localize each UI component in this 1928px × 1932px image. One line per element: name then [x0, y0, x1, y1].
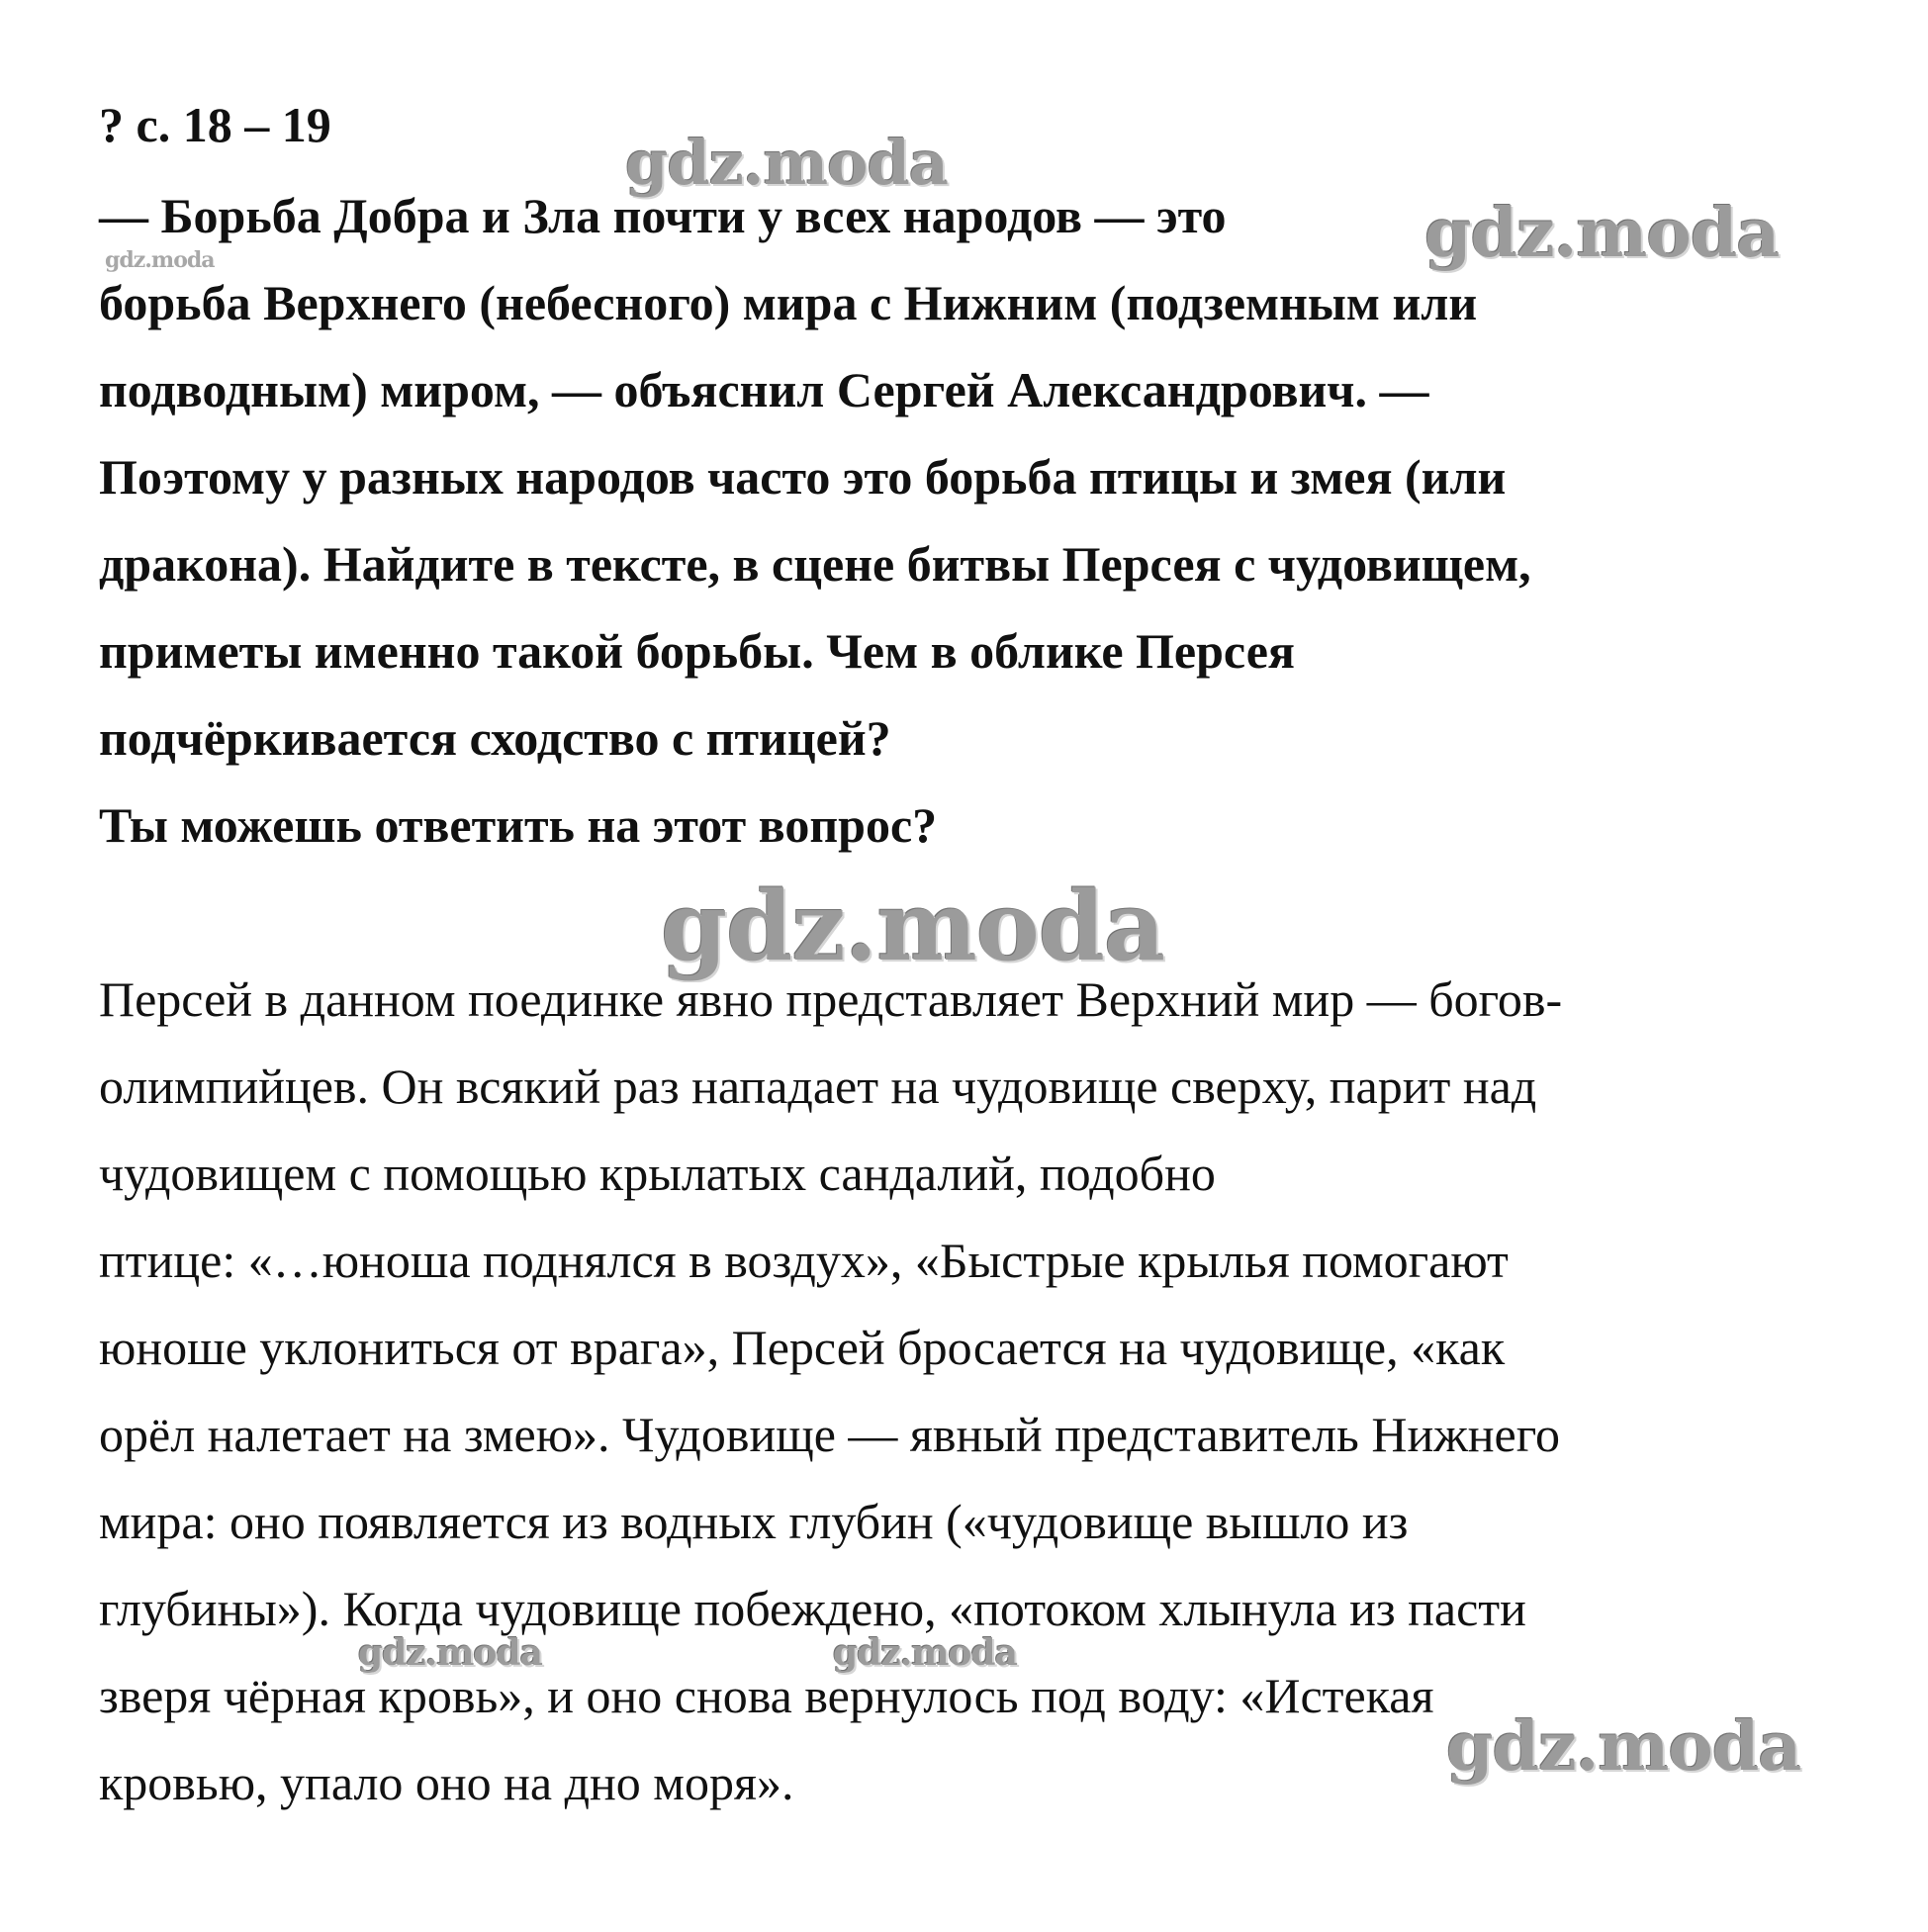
answer-line: Персей в данном поединке явно представляет Верхний мир — богов-	[99, 971, 1563, 1027]
answer-line: олимпийцев. Он всякий раз нападает на чудовище сверху, парит над	[99, 1058, 1537, 1114]
question-line: Ты можешь ответить на этот вопрос?	[99, 797, 938, 853]
question-line: подчёркивается сходство с птицей?	[99, 710, 891, 766]
answer-line: орёл налетает на змею». Чудовище — явный представитель Нижнего	[99, 1407, 1560, 1462]
answer-line: глубины»). Когда чудовище побеждено, «потоком хлынула из пасти	[99, 1581, 1526, 1636]
watermark: gdz.moda	[358, 1632, 542, 1674]
watermark: gdz.moda	[105, 247, 215, 273]
question-line: приметы именно такой борьбы. Чем в облике Персея	[99, 623, 1295, 679]
watermark: gdz.moda	[1424, 194, 1780, 273]
answer-line: кровью, упало оно на дно моря».	[99, 1755, 794, 1810]
question-line: подводным) миром, — объяснил Сергей Александрович. —	[99, 362, 1429, 417]
watermark: gdz.moda	[1446, 1707, 1801, 1787]
page-reference-heading: ? с. 18 – 19	[99, 97, 331, 152]
question-line: борьба Верхнего (небесного) мира с Нижним (подземным или	[99, 275, 1478, 330]
answer-line: чудовищем с помощью крылатых сандалий, подобно	[99, 1146, 1216, 1201]
question-line: — Борьба Добра и Зла почти у всех народов — это	[99, 188, 1227, 243]
watermark: gdz.moda	[833, 1632, 1017, 1674]
watermark: gdz.moda	[625, 127, 948, 199]
question-text	[99, 186, 1860, 882]
watermark: gdz.moda	[661, 871, 1165, 982]
answer-line: мира: оно появляется из водных глубин («чудовище вышло из	[99, 1494, 1409, 1549]
answer-line: птице: «…юноша поднялся в воздух», «Быстрые крылья помогают	[99, 1233, 1509, 1288]
question-line: Поэтому у разных народов часто это борьба птицы и змея (или	[99, 449, 1507, 505]
answer-line: зверя чёрная кровь», и оно снова вернулось под воду: «Истекая	[99, 1668, 1434, 1723]
question-line: дракона). Найдите в тексте, в сцене битвы Персея с чудовищем,	[99, 536, 1531, 592]
answer-line: юноше уклониться от врага», Персей бросается на чудовище, «как	[99, 1320, 1506, 1375]
